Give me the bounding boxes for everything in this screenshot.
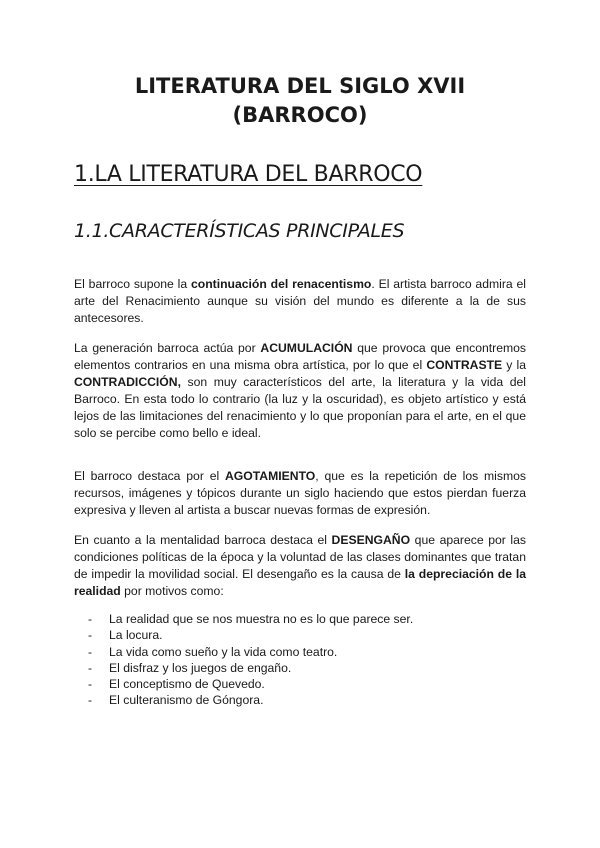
list-bullet: - <box>88 612 93 626</box>
list-bullet: - <box>88 677 93 692</box>
list-bullet: - <box>88 693 93 708</box>
paragraph-2 <box>74 340 526 442</box>
list-item <box>88 644 413 660</box>
text-run: La generación barroca actúa por <box>74 341 261 355</box>
text-run: . El artista barroco admira el arte del Renacimiento aunque su visión del mundo es diferente a la de sus antecesores. <box>74 277 527 325</box>
text-run: que provoca que encontremos elementos contrarios en una misma obra artística, por lo que el <box>74 341 526 372</box>
text-run: El barroco supone la <box>74 277 191 291</box>
list-item-text: La locura. <box>109 628 163 643</box>
text-run: , que es la repetición de los mismos recursos, imágenes y tópicos durante un siglo haciendo que estos pierdan fuerza expresiva y lleven al artista a buscar nuevas formas de expresión. <box>74 469 526 517</box>
text-run: por motivos como: <box>120 584 224 598</box>
list-item <box>88 627 413 643</box>
title-line-2: (BARROCO) <box>232 103 368 127</box>
paragraph-3 <box>74 468 526 519</box>
section-heading: 1.LA LITERATURA DEL BARROCO <box>74 162 423 187</box>
text-run: que aparece por las condiciones políticas de la época y la voluntad de las clases dominantes que tratan de impedir la movilidad social. El desengaño es la causa de <box>74 533 526 581</box>
text-run: El barroco destaca por el <box>74 469 225 483</box>
title-line-1: LITERATURA DEL SIGLO XVII <box>134 74 466 98</box>
bold-run: CONTRASTE <box>426 358 503 372</box>
bold-run: ACUMULACIÓN <box>260 341 353 355</box>
list-bullet: - <box>88 660 93 675</box>
list-item-text: La vida como sueño y la vida como teatro. <box>109 644 338 659</box>
list-bullet: - <box>88 644 93 659</box>
text-run: En cuanto a la mentalidad barroca destaca el <box>74 533 332 547</box>
bold-run: AGOTAMIENTO <box>225 469 316 483</box>
document-title <box>0 72 600 130</box>
bold-run: continuación del renacentismo <box>190 277 372 291</box>
list-item <box>88 676 413 692</box>
subsection-heading: 1.1.CARACTERÍSTICAS PRINCIPALES <box>74 220 405 242</box>
list-item-text: La realidad que se nos muestra no es lo que parece ser. <box>109 612 414 626</box>
list-item-text: El conceptismo de Quevedo. <box>109 677 265 692</box>
paragraph-4 <box>74 532 526 600</box>
list-item-text: El culteranismo de Góngora. <box>109 693 264 708</box>
bold-run: la depreciación de la realidad <box>74 567 526 598</box>
bold-run: DESENGAÑO <box>331 533 411 547</box>
list-item <box>88 611 413 627</box>
list-item-text: El disfraz y los juegos de engaño. <box>109 660 292 675</box>
paragraph-1 <box>74 276 526 327</box>
text-run: son muy característicos del arte, la literatura y la vida del Barroco. En esta todo lo contrario (la luz y la oscuridad), es objeto artístico y está lejos de las limitaciones del renacimiento y lo que proponían para el arte, en el que solo se percibe como bello e ideal. <box>74 375 526 440</box>
bold-run: CONTRADICCIÓN, <box>74 375 181 389</box>
motives-list <box>88 611 413 709</box>
list-item <box>88 692 413 708</box>
list-bullet: - <box>88 628 93 643</box>
text-run: y la <box>502 358 526 372</box>
list-item <box>88 660 413 676</box>
